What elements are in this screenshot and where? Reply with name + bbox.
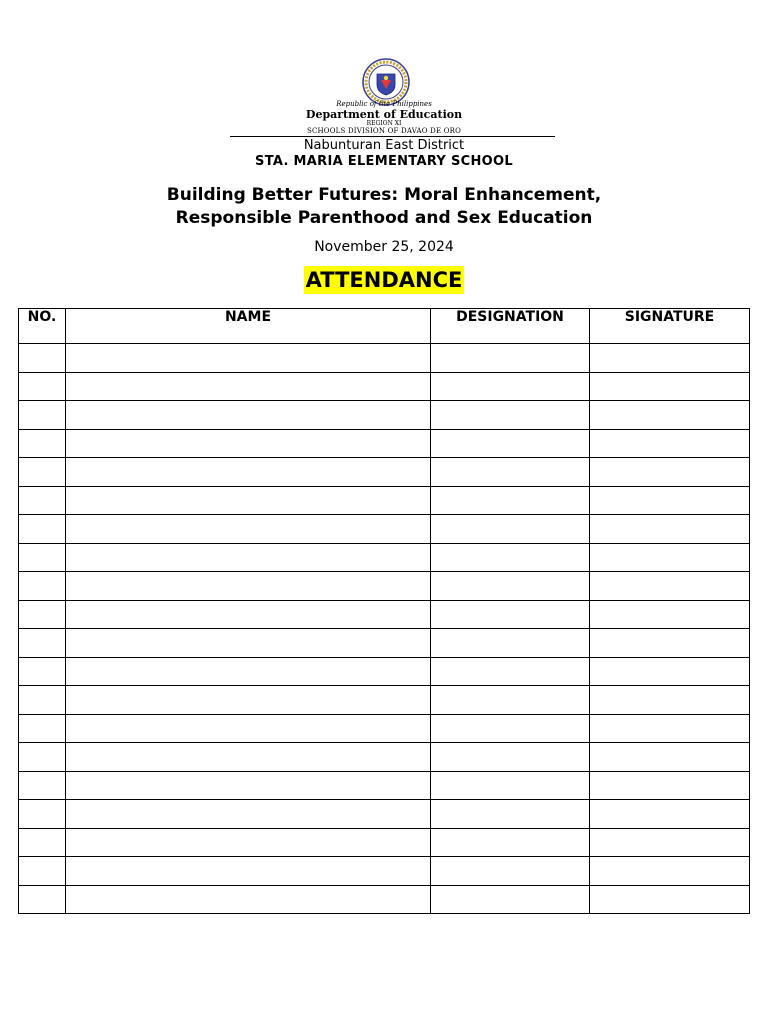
- cell-designation[interactable]: [431, 885, 590, 914]
- cell-designation[interactable]: [431, 657, 590, 686]
- cell-no[interactable]: [19, 800, 66, 829]
- cell-name[interactable]: [66, 657, 431, 686]
- cell-signature[interactable]: [590, 686, 750, 715]
- cell-designation[interactable]: [431, 401, 590, 430]
- cell-designation[interactable]: [431, 629, 590, 658]
- cell-no[interactable]: [19, 714, 66, 743]
- cell-no[interactable]: [19, 885, 66, 914]
- cell-no[interactable]: [19, 828, 66, 857]
- table-row: [19, 828, 750, 857]
- header-signature: SIGNATURE: [590, 309, 750, 344]
- cell-no[interactable]: [19, 515, 66, 544]
- cell-designation[interactable]: [431, 800, 590, 829]
- cell-designation[interactable]: [431, 771, 590, 800]
- attendance-heading: ATTENDANCE: [305, 268, 463, 292]
- table-row: [19, 885, 750, 914]
- cell-signature[interactable]: [590, 629, 750, 658]
- cell-signature[interactable]: [590, 429, 750, 458]
- cell-signature[interactable]: [590, 657, 750, 686]
- cell-no[interactable]: [19, 401, 66, 430]
- cell-no[interactable]: [19, 743, 66, 772]
- table-row: [19, 401, 750, 430]
- cell-name[interactable]: [66, 743, 431, 772]
- cell-signature[interactable]: [590, 543, 750, 572]
- cell-name[interactable]: [66, 401, 431, 430]
- cell-no[interactable]: [19, 429, 66, 458]
- cell-name[interactable]: [66, 372, 431, 401]
- cell-designation[interactable]: [431, 714, 590, 743]
- cell-no[interactable]: [19, 686, 66, 715]
- table-row: [19, 771, 750, 800]
- cell-name[interactable]: [66, 629, 431, 658]
- cell-designation[interactable]: [431, 372, 590, 401]
- cell-name[interactable]: [66, 572, 431, 601]
- cell-signature[interactable]: [590, 515, 750, 544]
- header-designation: DESIGNATION: [431, 309, 590, 344]
- table-row: [19, 344, 750, 373]
- cell-name[interactable]: [66, 714, 431, 743]
- title-line-2: Responsible Parenthood and Sex Education: [175, 208, 593, 228]
- cell-name[interactable]: [66, 686, 431, 715]
- cell-no[interactable]: [19, 629, 66, 658]
- cell-designation[interactable]: [431, 458, 590, 487]
- table-row: [19, 372, 750, 401]
- table-row: [19, 686, 750, 715]
- cell-signature[interactable]: [590, 714, 750, 743]
- cell-designation[interactable]: [431, 600, 590, 629]
- deped-seal-icon: [362, 58, 410, 106]
- cell-designation[interactable]: [431, 857, 590, 886]
- cell-name[interactable]: [66, 458, 431, 487]
- cell-no[interactable]: [19, 857, 66, 886]
- attendance-rows: [19, 344, 750, 914]
- cell-signature[interactable]: [590, 743, 750, 772]
- table-header-row: [19, 309, 750, 344]
- table-row: [19, 657, 750, 686]
- letterhead-republic: Republic of the Philippines: [336, 100, 432, 108]
- cell-name[interactable]: [66, 486, 431, 515]
- cell-signature[interactable]: [590, 486, 750, 515]
- cell-designation[interactable]: [431, 515, 590, 544]
- cell-designation[interactable]: [431, 486, 590, 515]
- table-row: [19, 458, 750, 487]
- title-line-1: Building Better Futures: Moral Enhancement,: [166, 185, 602, 205]
- event-date: November 25, 2024: [314, 239, 454, 255]
- cell-no[interactable]: [19, 486, 66, 515]
- cell-no[interactable]: [19, 600, 66, 629]
- cell-name[interactable]: [66, 344, 431, 373]
- table-row: [19, 714, 750, 743]
- header-no: NO.: [19, 309, 66, 344]
- letterhead-region: REGION XI: [366, 120, 402, 127]
- cell-signature[interactable]: [590, 458, 750, 487]
- cell-no[interactable]: [19, 657, 66, 686]
- cell-name[interactable]: [66, 543, 431, 572]
- cell-designation[interactable]: [431, 344, 590, 373]
- table-row: [19, 486, 750, 515]
- cell-designation[interactable]: [431, 686, 590, 715]
- table-row: [19, 572, 750, 601]
- cell-name[interactable]: [66, 600, 431, 629]
- table-row: [19, 800, 750, 829]
- cell-name[interactable]: [66, 771, 431, 800]
- cell-signature[interactable]: [590, 885, 750, 914]
- cell-designation[interactable]: [431, 543, 590, 572]
- cell-no[interactable]: [19, 771, 66, 800]
- attendance-table: [18, 308, 750, 914]
- letterhead-divider: [230, 136, 555, 137]
- cell-no[interactable]: [19, 458, 66, 487]
- cell-signature[interactable]: [590, 857, 750, 886]
- cell-signature[interactable]: [590, 344, 750, 373]
- header-name: NAME: [66, 309, 431, 344]
- cell-signature[interactable]: [590, 828, 750, 857]
- cell-signature[interactable]: [590, 401, 750, 430]
- cell-name[interactable]: [66, 885, 431, 914]
- cell-name[interactable]: [66, 857, 431, 886]
- table-row: [19, 629, 750, 658]
- school-name: STA. MARIA ELEMENTARY SCHOOL: [255, 154, 513, 169]
- cell-no[interactable]: [19, 572, 66, 601]
- table-row: [19, 543, 750, 572]
- cell-designation[interactable]: [431, 743, 590, 772]
- district-name: Nabunturan East District: [303, 138, 465, 153]
- cell-designation[interactable]: [431, 572, 590, 601]
- cell-signature[interactable]: [590, 600, 750, 629]
- table-row: [19, 429, 750, 458]
- cell-no[interactable]: [19, 372, 66, 401]
- document-title: [0, 184, 768, 230]
- cell-signature[interactable]: [590, 372, 750, 401]
- table-row: [19, 857, 750, 886]
- table-row: [19, 600, 750, 629]
- cell-no[interactable]: [19, 344, 66, 373]
- table-row: [19, 515, 750, 544]
- cell-signature[interactable]: [590, 771, 750, 800]
- letterhead-division: SCHOOLS DIVISION OF DAVAO DE ORO: [306, 127, 462, 135]
- letterhead: [0, 101, 768, 135]
- cell-signature[interactable]: [590, 572, 750, 601]
- cell-name[interactable]: [66, 800, 431, 829]
- cell-no[interactable]: [19, 543, 66, 572]
- cell-name[interactable]: [66, 515, 431, 544]
- cell-name[interactable]: [66, 429, 431, 458]
- cell-name[interactable]: [66, 828, 431, 857]
- cell-signature[interactable]: [590, 800, 750, 829]
- letterhead-department: Department of Education: [305, 108, 463, 121]
- cell-designation[interactable]: [431, 828, 590, 857]
- cell-designation[interactable]: [431, 429, 590, 458]
- table-row: [19, 743, 750, 772]
